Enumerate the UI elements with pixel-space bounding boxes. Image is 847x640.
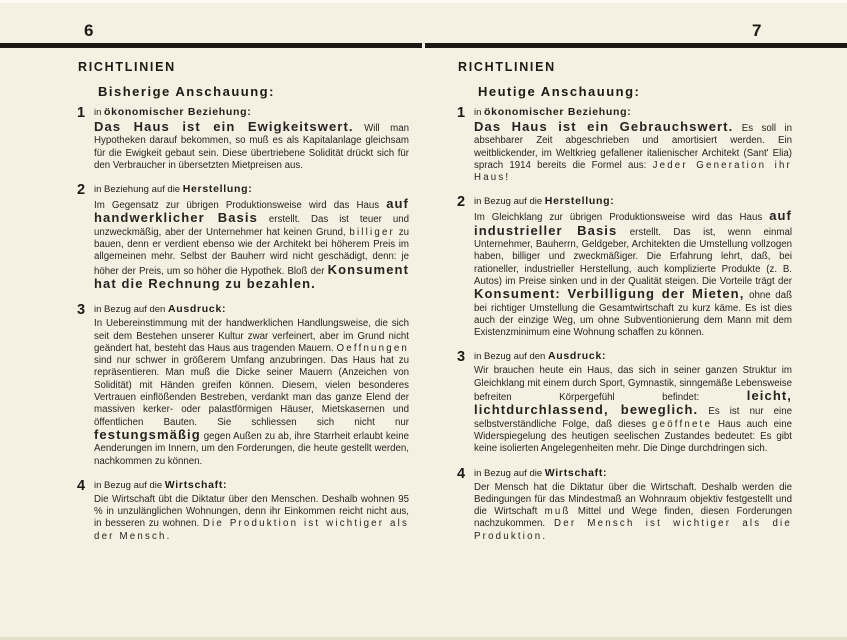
item-number: 1 — [77, 105, 86, 121]
guideline-item — [458, 467, 792, 543]
item-heading — [474, 467, 792, 480]
item-number: 3 — [77, 302, 86, 319]
text-segment: Konsument hat die Rechnung zu bezahlen. — [94, 261, 409, 291]
text-segment: Ausdruck: — [167, 303, 227, 316]
item-heading — [94, 106, 409, 119]
item-body — [474, 482, 792, 543]
text-segment: erstellt. Das ist teuer und unzweckmäßig, aber der Unternehmer hat keinen Grund, — [94, 214, 409, 238]
text-segment: ohne daß bei richtiger Umstellung die Gesamtwirtschaft zu kurz käme. Es ist dies auch der einzige Weg, um ohne Subventionierung dem Mann mit dem Existenzminimum eine Wohnung schaffen zu können. — [474, 290, 792, 339]
text-segment: Es soll in absehbarer Zeit abgeschrieben und amortisiert werden. Ein weitblickender, im Weltkrieg gefallener italienischer Architekt (Sant' Elia) sprach 1914 bereits die Formel aus: — [474, 123, 792, 171]
text-segment: in — [94, 107, 105, 118]
text-segment: festungsmäßig — [94, 426, 201, 442]
text-segment: in — [474, 107, 485, 118]
text-segment: Es ist nur eine selbstverständliche Folge, daß dieses — [474, 406, 792, 430]
item-heading — [94, 183, 409, 196]
item-body — [474, 121, 792, 184]
text-segment: Haus auch eine Widerspiegelung des heutigen seelischen Zustandes bedeutet: Es gibt keine isolierten Angelegenheiten mehr. Die Dinge durchdringen sich. — [474, 418, 792, 455]
text-segment: Der Mensch ist wichtiger als die Produktion. — [474, 518, 792, 542]
item-body — [474, 210, 792, 339]
text-segment: Wir brauchen heute ein Haus, das sich in seiner ganzen Struktur im Gleichklang mit einem durch Sport, Gymnastik, sinngemäße Lebensweise befreiten Körpergefühl befindet: — [474, 365, 792, 404]
item-body — [94, 198, 409, 292]
page-top-edge — [0, 0, 847, 3]
section-title: RICHTLINIEN — [458, 60, 556, 74]
text-segment: Der Mensch hat die Diktatur über die Wirtschaft. Deshalb werden die Bedingungen für das Mindestmaß an Wohnraum objektiv festgestellt und die Wirtschaft — [474, 481, 792, 518]
text-segment: in Bezug auf den — [474, 351, 548, 363]
text-segment: billiger — [349, 226, 395, 238]
item-number: 1 — [457, 105, 466, 121]
text-segment: Wirtschaft: — [164, 478, 228, 491]
item-number: 3 — [457, 349, 466, 366]
guideline-item — [458, 195, 792, 339]
text-segment: Jeder Generation ihr Haus! — [474, 159, 792, 184]
guideline-item — [78, 303, 409, 468]
page-right — [458, 60, 792, 554]
item-heading — [94, 303, 409, 316]
item-heading — [474, 195, 792, 208]
guideline-item — [78, 183, 409, 292]
page-left — [78, 60, 409, 554]
item-number: 4 — [457, 465, 466, 482]
page-number: 7 — [752, 21, 762, 40]
text-segment: Herstellung: — [544, 195, 615, 208]
text-segment: Die Wirtschaft übt die Diktatur über den Menschen. Deshalb wohnen 95 % in unzulänglichen Wohnungen, denn ihr Einkommen reicht nicht aus, in besseren zu wohnen. — [94, 493, 409, 530]
text-segment: auf handwerklicher Basis — [94, 196, 409, 226]
text-segment: ökonomischer Beziehung: — [484, 106, 632, 118]
text-segment: zu bauen, denn er verdient ebenso wie der Architekt bei höherem Preis im allgemeinen mehr. Selbst der Bauherr wird nicht geschädigt, denn: je höher der Preis, um so höher die Hypothek. Bloß der — [94, 226, 409, 277]
item-number: 4 — [77, 477, 86, 494]
text-segment: Wirtschaft: — [544, 466, 608, 479]
view-title: Bisherige Anschauung: — [98, 84, 275, 99]
text-segment: erstellt. Das ist, wenn einmal Unternehmer, Bauherrn, Geldgeber, Architekten die Umstellung vollzogen haben, billiger und zweckmäßiger. Die Erfahrung lehrt, daß, bei rationeller, industrieller Herstellung, auch komplizierte Produkte (z. B. Autos) im Preise sinken und in der Qualität steigen. Die Vorteile trägt der — [474, 226, 792, 287]
text-segment: Will man Hypotheken darauf bekommen, so muß es als Kapitalanlage gleichsam für die Ewigkeit gebaut sein. Diese übertriebene Solidität drückt sich für den Verbraucher in übersetzten Mietpreisen aus. — [94, 123, 409, 171]
guideline-item — [458, 350, 792, 455]
text-segment: in Beziehung auf die — [94, 184, 183, 196]
text-segment: in Bezug auf die — [474, 196, 545, 208]
item-heading — [474, 106, 792, 119]
text-segment: Das Haus ist ein Gebrauchswert. — [474, 119, 734, 134]
text-segment: Im Gleichklang zur übrigen Produktionsweise wird das Haus — [474, 212, 770, 224]
text-segment: gegen Außen zu ab, ihre Starrheit erlaubt keine Aenderungen im Innern, um den Forderungen, die heute gestellt werden, nachkommen zu können. — [94, 430, 409, 467]
text-segment: sind nur schwer in größerem Umfang anzubringen. Das Haus hat zu repräsentieren. Man muß die Dicke seiner Mauern (Anzeichen von Solidität) mit Händen greifen können. Diesem, vielen besonderes Vertrauen einflößenden Bestreben, verdankt man das ganze Elend der massiven kerker- oder palastförmigen Häuser, Mietskasernen und öffentlichen Bauten. Sie schliessen sich nicht nur — [94, 355, 409, 428]
text-segment: Herstellung: — [182, 183, 253, 196]
text-segment: Mittel und Wege finden, diesen Forderungen nachzukommen. — [474, 506, 792, 530]
guideline-item — [458, 106, 792, 184]
guideline-item — [78, 106, 409, 172]
text-segment: Im Gegensatz zur übrigen Produktionsweise wird das Haus — [94, 200, 387, 212]
item-number: 2 — [77, 182, 86, 199]
text-segment: ökonomischer Beziehung: — [104, 106, 252, 118]
text-segment: in Bezug auf die — [474, 467, 545, 479]
text-segment: geöffnete — [652, 418, 713, 430]
item-body — [94, 121, 409, 172]
text-segment: Die Produktion ist wichtiger als der Mensch. — [94, 518, 409, 542]
header-rule — [425, 43, 847, 48]
item-body — [474, 365, 792, 455]
text-segment: in Bezug auf den — [94, 304, 168, 316]
item-heading — [94, 479, 409, 492]
view-title: Heutige Anschauung: — [478, 84, 641, 99]
item-heading — [474, 350, 792, 363]
text-segment: Ausdruck: — [547, 350, 607, 363]
text-segment: auf industrieller Basis — [474, 208, 792, 238]
section-title: RICHTLINIEN — [78, 60, 176, 74]
text-segment: Konsument: Verbilligung der Mieten, — [474, 286, 745, 302]
item-body — [94, 494, 409, 543]
text-segment: In Uebereinstimmung mit der handwerklichen Handlungsweise, die sich seit dem Bestehen unserer Kultur zwar verfeinert, aber im Grund nicht geändert hat, besteht das Haus aus tragenden Mauern. — [94, 318, 409, 354]
guideline-item — [78, 479, 409, 543]
text-segment: muß — [544, 506, 571, 518]
text-segment: leicht, lichtdurchlassend, beweglich. — [474, 388, 792, 418]
text-segment: Das Haus ist ein Ewigkeitswert. — [94, 119, 354, 134]
item-number: 2 — [457, 194, 466, 211]
text-segment: in Bezug auf die — [94, 479, 165, 491]
page-number: 6 — [84, 21, 94, 40]
item-body — [94, 318, 409, 468]
text-segment: Oeffnungen — [336, 342, 409, 354]
header-rule — [0, 43, 422, 48]
